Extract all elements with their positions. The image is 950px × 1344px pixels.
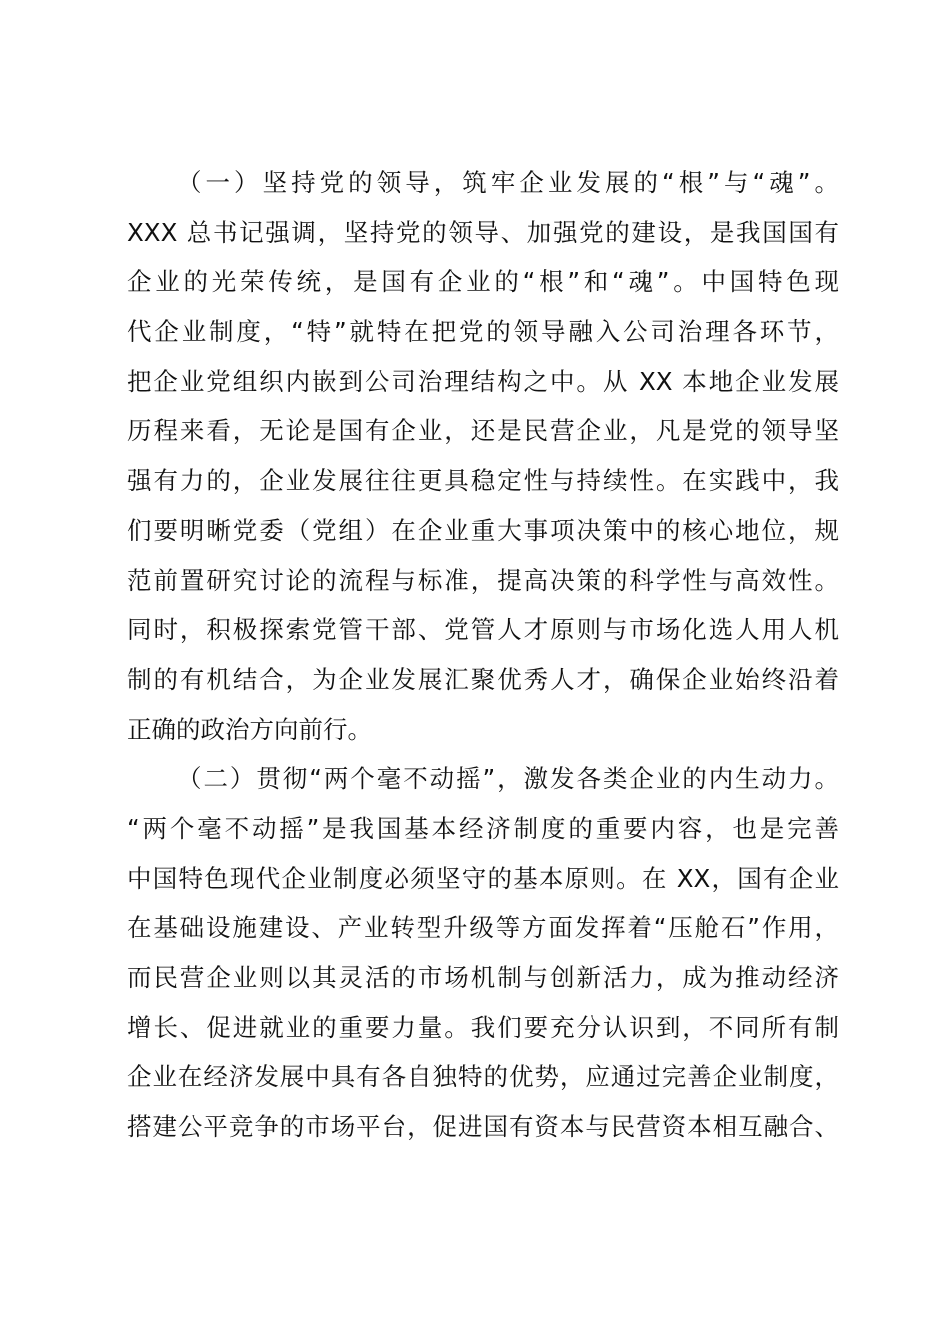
paragraph-line: XXX 总书记强调，坚持党的领导、加强党的建设，是我国国有	[127, 217, 839, 247]
paragraph-line: 正确的政治方向前行。	[127, 714, 372, 744]
paragraph-line: 而民营企业则以其灵活的市场机制与创新活力，成为推动经济	[127, 963, 839, 992]
paragraph-line: 增长、促进就业的重要力量。我们要充分认识到，不同所有制	[127, 1012, 839, 1042]
document-body	[127, 158, 839, 1152]
paragraph-line: 历程来看，无论是国有企业，还是民营企业，凡是党的领导坚	[127, 416, 839, 446]
paragraph-line: 中国特色现代企业制度必须坚守的基本原则。在 XX，国有企业	[127, 863, 839, 893]
paragraph-line: 在基础设施建设、产业转型升级等方面发挥着“压舱石”作用，	[127, 913, 839, 943]
paragraph-line: 把企业党组织内嵌到公司治理结构之中。从 XX 本地企业发展	[127, 366, 839, 396]
paragraph-line: 范前置研究讨论的流程与标准，提高决策的科学性与高效性。	[127, 565, 839, 595]
paragraph-line: （一）坚持党的领导，筑牢企业发展的“根”与“魂”。	[177, 168, 839, 197]
paragraph-line: 搭建公平竞争的市场平台，促进国有资本与民营资本相互融合、	[127, 1112, 839, 1142]
paragraph-line: 代企业制度，“特”就特在把党的领导融入公司治理各环节，	[127, 317, 839, 347]
paragraph-line: 强有力的，企业发展往往更具稳定性与持续性。在实践中，我	[127, 466, 839, 496]
paragraph-line: 制的有机结合，为企业发展汇聚优秀人才，确保企业始终沿着	[127, 664, 839, 694]
paragraph-line: 同时，积极探索党管干部、党管人才原则与市场化选人用人机	[127, 615, 839, 645]
paragraph-line: 企业在经济发展中具有各自独特的优势，应通过完善企业制度，	[127, 1062, 839, 1092]
paragraph-line: “两个毫不动摇”是我国基本经济制度的重要内容，也是完善	[127, 813, 839, 843]
paragraph-party-leadership	[127, 158, 839, 754]
paragraph-line: 们要明晰党委（党组）在企业重大事项决策中的核心地位，规	[127, 515, 839, 545]
paragraph-two-unwavering	[127, 754, 839, 1152]
paragraph-line: 企业的光荣传统，是国有企业的“根”和“魂”。中国特色现	[127, 267, 839, 297]
paragraph-line: （二）贯彻“两个毫不动摇”，激发各类企业的内生动力。	[177, 764, 839, 794]
